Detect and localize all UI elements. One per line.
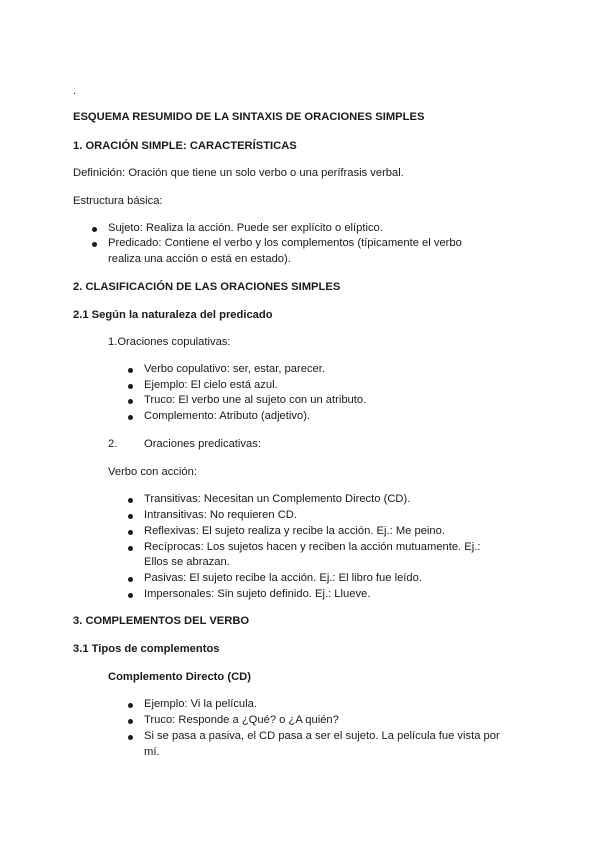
bullet-icon xyxy=(128,735,133,740)
accion-label: Verbo con acción: xyxy=(108,466,197,478)
list-item-continuation: realiza una acción o está en estado). xyxy=(108,253,291,265)
list-item: Predicado: Contiene el verbo y los complementos (típicamente el verbo xyxy=(108,237,462,249)
bullet-icon xyxy=(128,719,133,724)
bullet-icon xyxy=(128,577,133,582)
bullet-icon xyxy=(128,703,133,708)
bullet-icon xyxy=(128,399,133,404)
list-item: Ejemplo: El cielo está azul. xyxy=(144,379,278,391)
list-item: Truco: Responde a ¿Qué? o ¿A quién? xyxy=(144,714,339,726)
predicativas-label: Oraciones predicativas: xyxy=(144,438,261,450)
section-3-heading: 3. COMPLEMENTOS DEL VERBO xyxy=(73,615,250,627)
stray-mark: . xyxy=(73,85,77,97)
list-item: Ejemplo: Vi la película. xyxy=(144,698,257,710)
bullet-icon xyxy=(128,530,133,535)
list-item: Reflexivas: El sujeto realiza y recibe la acción. Ej.: Me peino. xyxy=(144,525,445,537)
list-item-continuation: Ellos se abrazan. xyxy=(144,556,230,568)
bullet-icon xyxy=(92,227,97,232)
section-1-heading: 1. ORACIÓN SIMPLE: CARACTERÍSTICAS xyxy=(73,140,297,152)
bullet-icon xyxy=(128,368,133,373)
bullet-icon xyxy=(128,384,133,389)
list-item: Sujeto: Realiza la acción. Puede ser explícito o elíptico. xyxy=(108,222,383,234)
list-item: Complemento: Atributo (adjetivo). xyxy=(144,410,311,422)
list-item: Truco: El verbo une al sujeto con un atributo. xyxy=(144,394,367,406)
list-item: Si se pasa a pasiva, el CD pasa a ser el sujeto. La película fue vista por xyxy=(144,730,500,742)
list-item: Recíprocas: Los sujetos hacen y reciben la acción mutuamente. Ej.: xyxy=(144,541,481,553)
predicativas-number: 2. xyxy=(108,438,118,450)
list-item: Pasivas: El sujeto recibe la acción. Ej.: El libro fue leído. xyxy=(144,572,422,584)
document-title: ESQUEMA RESUMIDO DE LA SINTAXIS DE ORACIONES SIMPLES xyxy=(73,111,425,123)
cd-title: Complemento Directo (CD) xyxy=(108,671,251,683)
bullet-icon xyxy=(128,546,133,551)
section-2-heading: 2. CLASIFICACIÓN DE LAS ORACIONES SIMPLES xyxy=(73,281,341,293)
definition-text: Definición: Oración que tiene un solo verbo o una perífrasis verbal. xyxy=(73,167,404,179)
list-item: Verbo copulativo: ser, estar, parecer. xyxy=(144,363,325,375)
list-item-continuation: mí. xyxy=(144,746,160,758)
bullet-icon xyxy=(128,415,133,420)
copulativas-label: 1.Oraciones copulativas: xyxy=(108,336,231,348)
structure-label: Estructura básica: xyxy=(73,195,163,207)
list-item: Impersonales: Sin sujeto definido. Ej.: Llueve. xyxy=(144,588,371,600)
section-2-1-subheading: 2.1 Según la naturaleza del predicado xyxy=(73,309,273,321)
section-3-1-subheading: 3.1 Tipos de complementos xyxy=(73,643,220,655)
bullet-icon xyxy=(128,593,133,598)
bullet-icon xyxy=(92,242,97,247)
list-item: Intransitivas: No requieren CD. xyxy=(144,509,297,521)
list-item: Transitivas: Necesitan un Complemento Directo (CD). xyxy=(144,493,411,505)
bullet-icon xyxy=(128,498,133,503)
bullet-icon xyxy=(128,514,133,519)
